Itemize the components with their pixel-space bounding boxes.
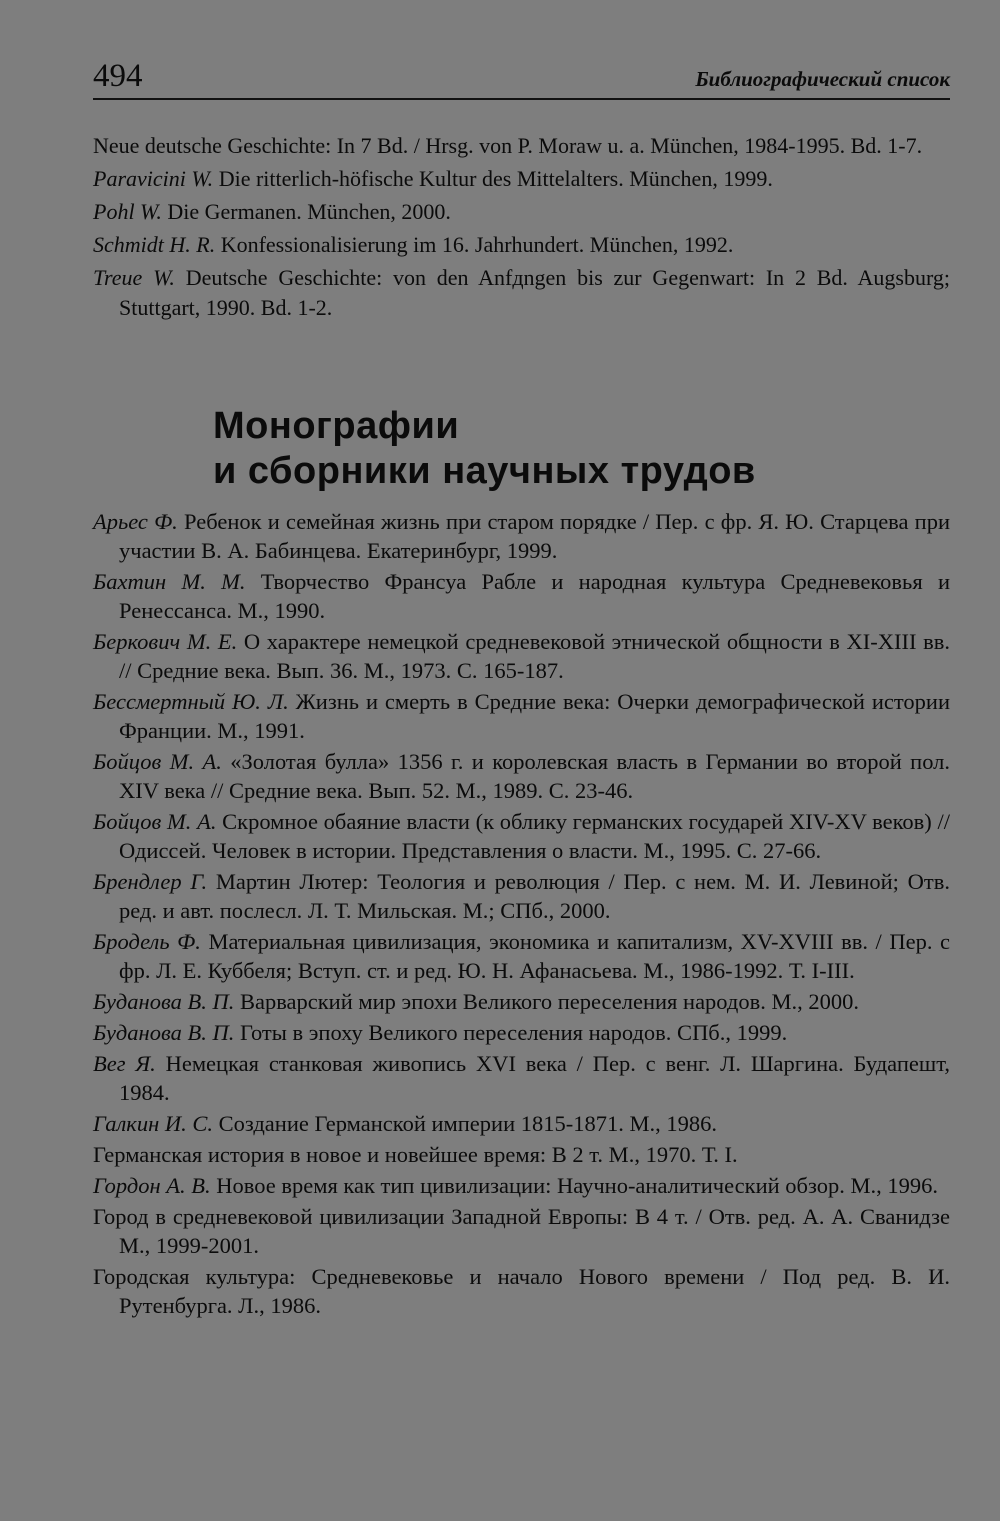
entry-author: Бахтин М. М.: [93, 569, 246, 594]
bibliography-entry: [93, 927, 950, 985]
bibliography-entry: [93, 1109, 950, 1138]
entry-text: Городская культура: Средневековье и начало Нового времени / Под ред. В. И. Рутенбурга. Л., 1986.: [93, 1264, 950, 1318]
page-header: [93, 58, 950, 100]
section-heading-line-2: и сборники научных трудов: [213, 450, 756, 492]
entry-text: Материальная цивилизация, экономика и капитализм, XV-XVIII вв. / Пер. с фр. Л. Е. Куббеля; Вступ. ст. и ред. Ю. Н. Афанасьева. М., 1986-1992. Т. I-III.: [119, 929, 951, 983]
bibliography-list-top: [93, 131, 950, 326]
bibliography-list-monographs: [93, 507, 950, 1322]
entry-author: Бойцов М. А.: [93, 809, 217, 834]
bibliography-entry: [93, 197, 950, 227]
entry-author: Paravicini W.: [93, 166, 214, 191]
entry-text: Творчество Франсуа Рабле и народная культура Средневековья и Ренессанса. М., 1990.: [119, 569, 950, 623]
bibliography-entry: [93, 1262, 950, 1320]
bibliography-entry: [93, 567, 950, 625]
bibliography-entry: [93, 867, 950, 925]
entry-author: Schmidt H. R.: [93, 232, 216, 257]
entry-author: Бессмертный Ю. Л.: [93, 689, 289, 714]
entry-author: Буданова В. П.: [93, 989, 235, 1014]
entry-author: Pohl W.: [93, 199, 162, 224]
entry-author: Treue W.: [93, 265, 175, 290]
entry-text: Мартин Лютер: Теология и революция / Пер. с нем. М. И. Левиной; Отв. ред. и авт. послесл. Л. Т. Мильская. М.; СПб., 2000.: [119, 869, 950, 923]
entry-text: Готы в эпоху Великого переселения народов. СПб., 1999.: [234, 1020, 788, 1045]
bibliography-entry: [93, 1140, 950, 1169]
bibliography-entry: [93, 1049, 950, 1107]
entry-text: Германская история в новое и новейшее время: В 2 т. М., 1970. Т. I.: [93, 1142, 738, 1167]
bibliography-entry: [93, 131, 950, 161]
entry-author: Вег Я.: [93, 1051, 156, 1076]
entry-author: Беркович М. Е.: [93, 629, 238, 654]
bibliography-entry: [93, 987, 950, 1016]
entry-text: Ребенок и семейная жизнь при старом порядке / Пер. с фр. Я. Ю. Старцева при участии В. А. Бабинцева. Екатеринбург, 1999.: [119, 509, 950, 563]
bibliography-entry: [93, 1202, 950, 1260]
running-title: Библиографический список: [695, 67, 950, 91]
entry-text: Die ritterlich-höfische Kultur des Mittelalters. München, 1999.: [213, 166, 773, 191]
entry-text: Deutsche Geschichte: von den Anfдngen bis zur Gegenwart: In 2 Bd. Augsburg; Stuttgart, 1990. Bd. 1-2.: [119, 265, 950, 320]
entry-text: Новое время как тип цивилизации: Научно-аналитический обзор. М., 1996.: [210, 1173, 938, 1198]
entry-text: «Золотая булла» 1356 г. и королевская власть в Германии во второй пол. XIV века // Средние века. Вып. 52. М., 1989. С. 23-46.: [119, 749, 950, 803]
entry-text: О характере немецкой средневековой этнической общности в XI-XIII вв. // Средние века. Вып. 36. М., 1973. С. 165-187.: [119, 629, 950, 683]
entry-text: Neue deutsche Geschichte: In 7 Bd. / Hrsg. von P. Moraw u. a. München, 1984-1995. Bd. 1-7.: [93, 133, 923, 158]
entry-text: Создание Германской империи 1815-1871. М., 1986.: [213, 1111, 717, 1136]
section-heading-line-1: Монографии: [213, 405, 460, 447]
entry-author: Буданова В. П.: [93, 1020, 235, 1045]
bibliography-entry: [93, 747, 950, 805]
bibliography-entry: [93, 687, 950, 745]
entry-author: Брендлер Г.: [93, 869, 208, 894]
bibliography-entry: [93, 627, 950, 685]
entry-text: Konfessionalisierung im 16. Jahrhundert. München, 1992.: [215, 232, 734, 257]
entry-text: Город в средневековой цивилизации Западной Европы: В 4 т. / Отв. ред. А. А. Сванидзе М., 1999-2001.: [93, 1204, 950, 1258]
entry-author: Арьес Ф.: [93, 509, 178, 534]
bibliography-entry: [93, 230, 950, 260]
bibliography-entry: [93, 1171, 950, 1200]
bibliography-entry: [93, 164, 950, 194]
bibliography-entry: [93, 263, 950, 323]
section-heading: [213, 404, 913, 494]
entry-author: Бродель Ф.: [93, 929, 201, 954]
entry-text: Варварский мир эпохи Великого переселения народов. М., 2000.: [234, 989, 859, 1014]
entry-author: Бойцов М. А.: [93, 749, 222, 774]
entry-text: Жизнь и смерть в Средние века: Очерки демографической истории Франции. М., 1991.: [119, 689, 950, 743]
bibliography-entry: [93, 507, 950, 565]
entry-text: Немецкая станковая живопись XVI века / Пер. с венг. Л. Шаргина. Будапешт, 1984.: [119, 1051, 950, 1105]
entry-text: Скромное обаяние власти (к облику германских государей XIV-XV веков) // Одиссей. Человек в истории. Представления о власти. М., 1995. С. 27-66.: [119, 809, 950, 863]
bibliography-entry: [93, 1018, 950, 1047]
entry-author: Гордон А. В.: [93, 1173, 211, 1198]
entry-text: Die Germanen. München, 2000.: [161, 199, 451, 224]
page-number: 494: [93, 58, 143, 94]
bibliography-entry: [93, 807, 950, 865]
entry-author: Галкин И. С.: [93, 1111, 213, 1136]
